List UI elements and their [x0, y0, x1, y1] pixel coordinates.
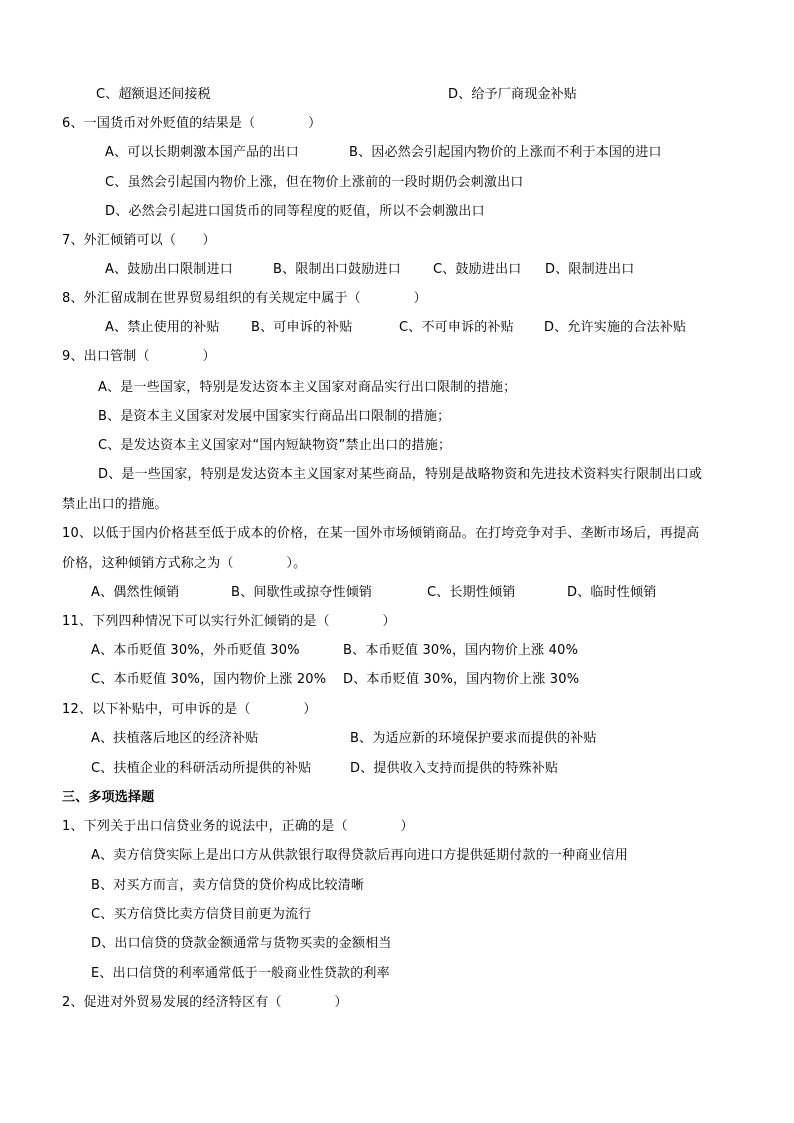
- q6-option-b: B、因必然会引起国内物价的上涨而不利于本国的进口: [349, 145, 662, 160]
- section-heading: 三、多项选择题: [62, 790, 155, 805]
- m1-option-d: D、出口信贷的贷款金额通常与货物买卖的金额相当: [91, 936, 392, 951]
- q12-option-a: A、扶植落后地区的经济补贴: [91, 731, 259, 746]
- q9-option-d-line1: D、是一些国家，特别是发达资本主义国家对某些商品，特别是战略物资和先进技术资料实行限制出口或: [98, 467, 703, 482]
- q10-option-a: A、偶然性倾销: [91, 585, 180, 600]
- m1-option-a: A、卖方信贷实际上是出口方从供款银行取得贷款后再向进口方提供延期付款的一种商业信用: [91, 848, 629, 863]
- q10-stem-line2: 价格，这种倾销方式称之为（ ）。: [62, 556, 307, 571]
- q9-option-b: B、是资本主义国家对发展中国家实行商品出口限制的措施；: [98, 409, 451, 424]
- q12-option-c: C、扶植企业的科研活动所提供的补贴: [91, 761, 312, 776]
- m1-option-c: C、买方信贷比卖方信贷目前更为流行: [91, 907, 312, 922]
- q11-option-b: B、本币贬值 30%，国内物价上涨 40%: [343, 643, 579, 658]
- q12-option-d: D、提供收入支持而提供的特殊补贴: [350, 761, 559, 776]
- q7-option-c: C、鼓励进出口: [433, 262, 522, 277]
- q12-stem: 12、以下补贴中，可申诉的是（ ）: [62, 702, 317, 717]
- q7-option-d: D、限制进出口: [545, 262, 635, 277]
- m2-stem: 2、促进对外贸易发展的经济特区有（ ）: [62, 995, 348, 1010]
- q8-stem: 8、外汇留成制在世界贸易组织的有关规定中属于（ ）: [62, 291, 427, 306]
- q9-option-c: C、是发达资本主义国家对“国内短缺物资”禁止出口的措施；: [98, 438, 452, 453]
- q11-stem: 11、下列四种情况下可以实行外汇倾销的是（ ）: [62, 614, 396, 629]
- q7-option-a: A、鼓励出口限制进口: [105, 262, 233, 277]
- q5-option-c: C、超额退还间接税: [96, 87, 211, 102]
- q7-stem: 7、外汇倾销可以（ ）: [62, 233, 216, 248]
- q10-stem-line1: 10、以低于国内价格甚至低于成本的价格，在某一国外市场倾销商品。在打垮竞争对手、垄断市场后，再提高: [62, 526, 700, 541]
- m1-option-b: B、对买方而言，卖方信贷的贷价构成比较清晰: [91, 878, 365, 893]
- q6-option-a: A、可以长期刺激本国产品的出口: [105, 145, 299, 160]
- m1-option-e: E、出口信贷的利率通常低于一般商业性贷款的利率: [91, 966, 390, 981]
- q10-option-d: D、临时性倾销: [567, 585, 657, 600]
- q12-option-b: B、为适应新的环境保护要求而提供的补贴: [350, 731, 597, 746]
- q10-option-c: C、长期性倾销: [427, 585, 516, 600]
- q11-option-a: A、本币贬值 30%，外币贬值 30%: [91, 643, 300, 658]
- q8-option-d: D、允许实施的合法补贴: [544, 320, 687, 335]
- q6-option-d: D、必然会引起进口国货币的同等程度的贬值，所以不会刺激出口: [105, 204, 485, 219]
- q9-option-a: A、是一些国家，特别是发达资本主义国家对商品实行出口限制的措施；: [98, 380, 517, 395]
- q11-option-c: C、本币贬值 30%，国内物价上涨 20%: [91, 672, 327, 687]
- q8-option-b: B、可申诉的补贴: [251, 320, 353, 335]
- q5-option-d: D、给予厂商现金补贴: [448, 87, 578, 102]
- m1-stem: 1、下列关于出口信贷业务的说法中，正确的是（ ）: [62, 819, 414, 834]
- q10-option-b: B、间歇性或掠夺性倾销: [231, 585, 373, 600]
- q8-option-c: C、不可申诉的补贴: [399, 320, 514, 335]
- q8-option-a: A、禁止使用的补贴: [105, 320, 220, 335]
- q9-option-d-line2: 禁止出口的措施。: [62, 497, 168, 512]
- q9-stem: 9、出口管制（ ）: [62, 349, 216, 364]
- q6-stem: 6、一国货币对外贬值的结果是（ ）: [62, 116, 322, 131]
- q11-option-d: D、本币贬值 30%，国内物价上涨 30%: [343, 672, 580, 687]
- q7-option-b: B、限制出口鼓励进口: [273, 262, 401, 277]
- q6-option-c: C、虽然会引起国内物价上涨，但在物价上涨前的一段时期仍会刺激出口: [105, 175, 524, 190]
